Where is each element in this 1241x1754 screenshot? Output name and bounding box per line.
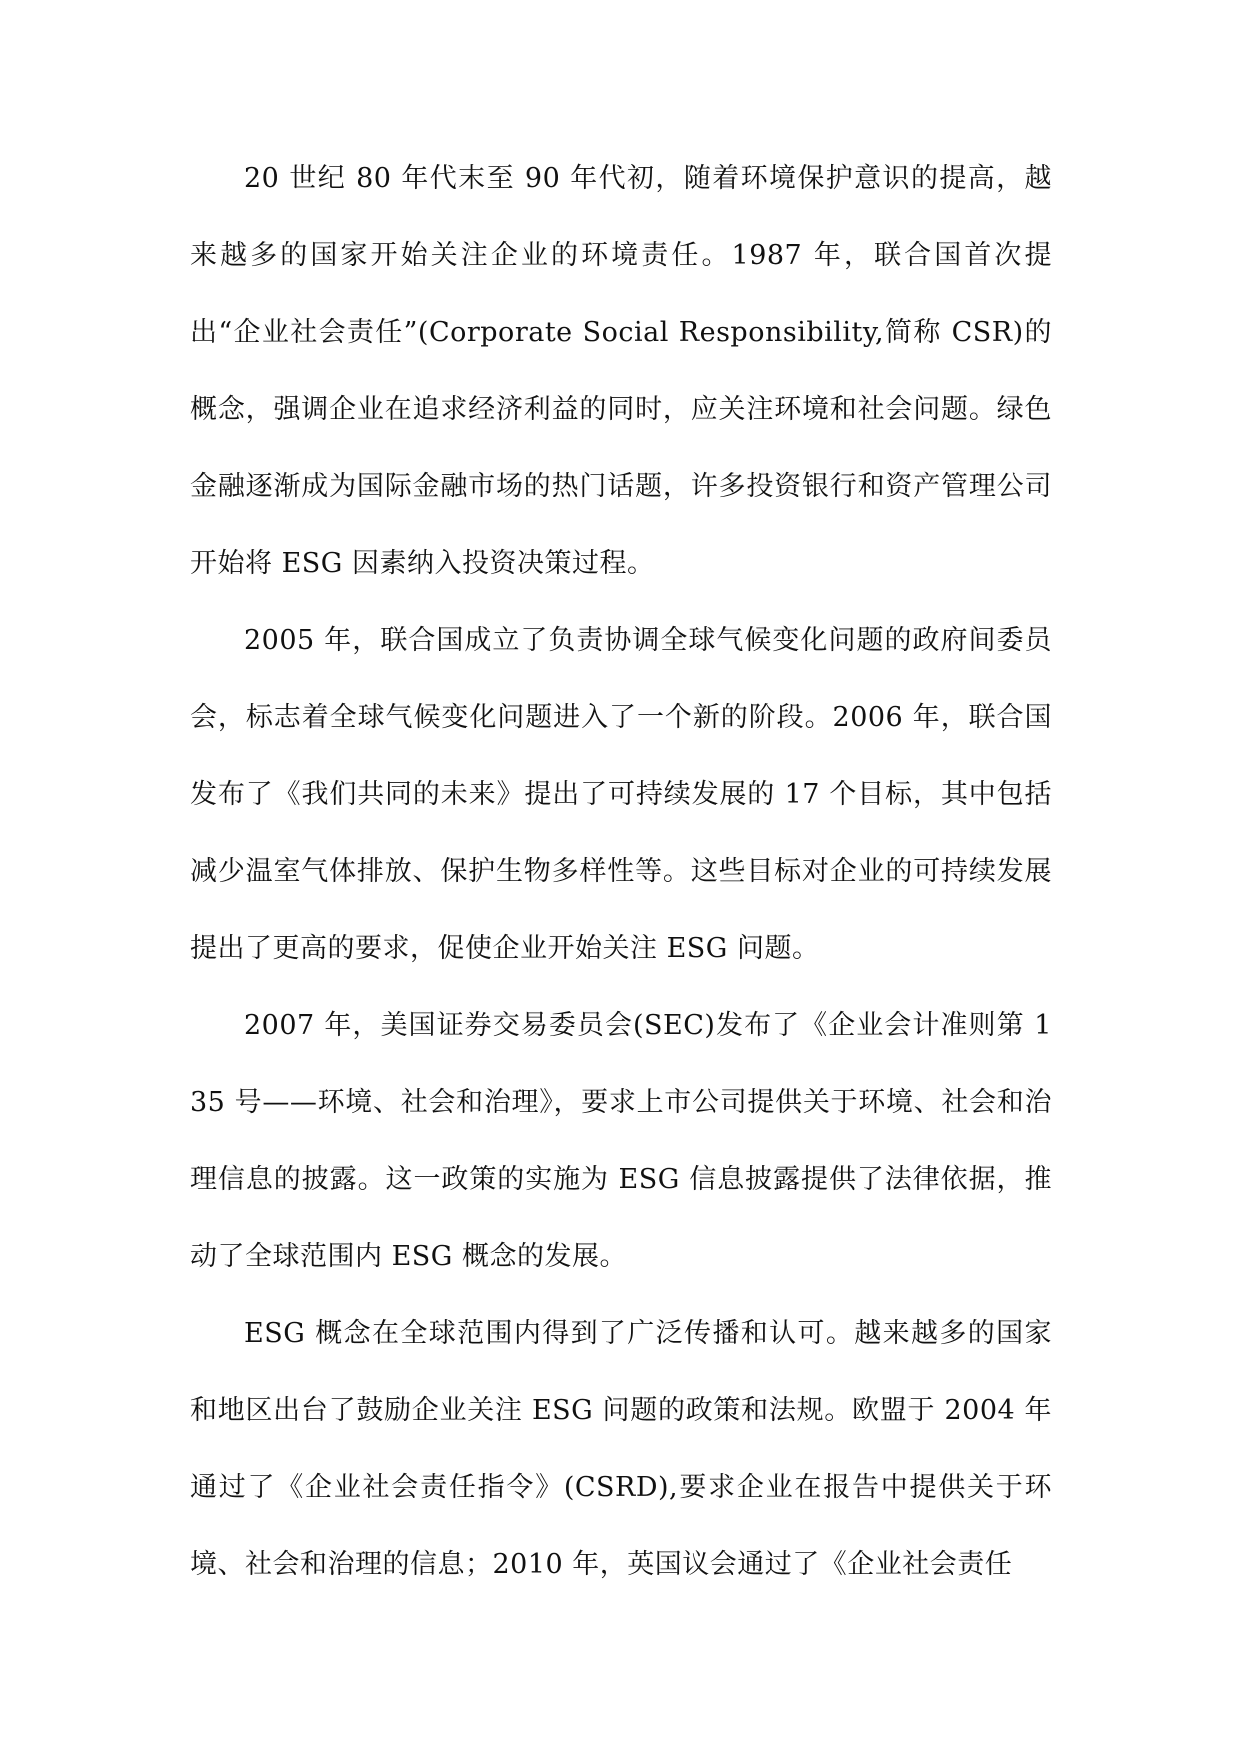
paragraph-esg-global-spread: ESG 概念在全球范围内得到了广泛传播和认可。越来越多的国家和地区出台了鼓励企业关注 ESG 问题的政策和法规。欧盟于 2004 年通过了《企业社会责任指令》(CSRD),要求企业在报告中提供关于环境、社会和治理的信息；2010 年，英国议会通过了《企业社会责任 — [190, 1318, 1052, 1580]
document-page — [190, 140, 1052, 1620]
paragraph-sec-disclosure: 2007 年，美国证券交易委员会(SEC)发布了《企业会计准则第 135 号——环境、社会和治理》，要求上市公司提供关于环境、社会和治理信息的披露。这一政策的实施为 ESG 信息披露提供了法律依据，推动了全球范围内 ESG 概念的发展。 — [190, 1010, 1052, 1272]
paragraph-csr-origins: 20 世纪 80 年代末至 90 年代初，随着环境保护意识的提高，越来越多的国家开始关注企业的环境责任。1987 年，联合国首次提出“企业社会责任”(Corporate Social Responsibility,简称 CSR)的概念，强调企业在追求经济利益的同时，应关注环境和社会问题。绿色金融逐渐成为国际金融市场的热门话题，许多投资银行和资产管理公司开始将 ESG 因素纳入投资决策过程。 — [190, 163, 1052, 579]
paragraph-climate-goals: 2005 年，联合国成立了负责协调全球气候变化问题的政府间委员会，标志着全球气候变化问题进入了一个新的阶段。2006 年，联合国发布了《我们共同的未来》提出了可持续发展的 17 个目标，其中包括减少温室气体排放、保护生物多样性等。这些目标对企业的可持续发展提出了更高的要求，促使企业开始关注 ESG 问题。 — [190, 625, 1052, 964]
